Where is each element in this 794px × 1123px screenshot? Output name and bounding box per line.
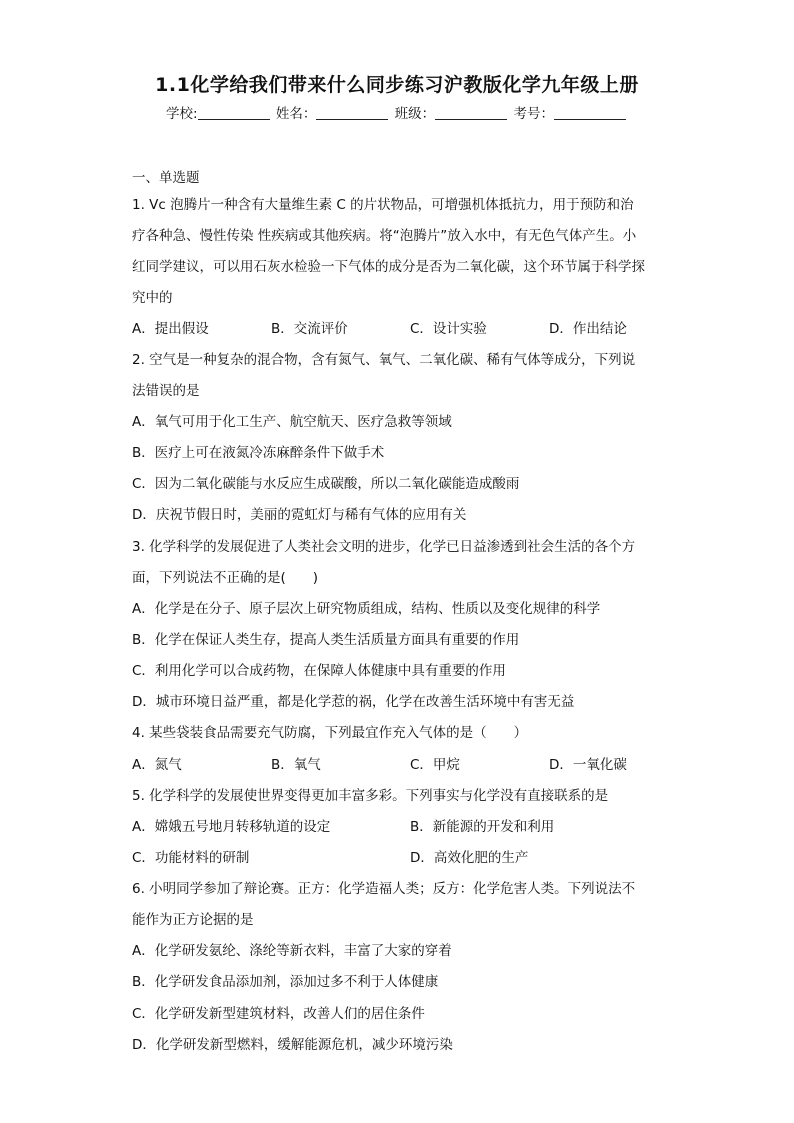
question-2-option-b[interactable]: B．医疗上可在液氮冷冻麻醉条件下做手术: [132, 445, 385, 461]
question-1-option-c[interactable]: C．设计实验: [410, 321, 487, 337]
question-4-option-c[interactable]: C．甲烷: [410, 757, 460, 773]
exam-number-label: 考号：: [513, 106, 554, 122]
question-1-line-1: 1. Vc 泡腾片一种含有大量维生素 C 的片状物品，可增强机体抵抗力，用于预防和治: [132, 197, 634, 213]
question-1-line-4: 究中的: [132, 290, 173, 306]
name-label: 姓名：: [275, 106, 317, 122]
question-1-option-b[interactable]: B．交流评价: [271, 321, 348, 337]
question-2-option-a[interactable]: A．氧气可用于化工生产、航空航天、医疗急救等领域: [132, 414, 452, 430]
question-5-option-b[interactable]: B．新能源的开发和利用: [410, 819, 555, 835]
question-2-line-2: 法错误的是: [132, 383, 200, 399]
student-info-row: [0, 102, 794, 122]
question-3-option-b[interactable]: B．化学在保证人类生存，提高人类生活质量方面具有重要的作用: [132, 632, 520, 648]
exam-number-blank[interactable]: [554, 105, 626, 120]
question-6-option-a[interactable]: A．化学研发氨纶、涤纶等新衣料，丰富了大家的穿着: [132, 943, 452, 959]
question-4-line-1: 4. 某些袋装食品需要充气防腐，下列最宜作充入气体的是（ ）: [132, 725, 528, 741]
question-2-option-d[interactable]: D．庆祝节假日时，美丽的霓虹灯与稀有气体的应用有关: [132, 507, 467, 523]
question-6-option-b[interactable]: B．化学研发食品添加剂，添加过多不利于人体健康: [132, 974, 439, 990]
page-title: 1.1化学给我们带来什么同步练习沪教版化学九年级上册: [155, 74, 639, 96]
question-3-line-2: 面，下列说法不正确的是( ): [132, 570, 319, 586]
question-3-line-1: 3. 化学科学的发展促进了人类社会文明的进步，化学已日益渗透到社会生活的各个方: [132, 539, 636, 555]
class-blank[interactable]: [435, 105, 507, 120]
question-5-line-1: 5. 化学科学的发展使世界变得更加丰富多彩。下列事实与化学没有直接联系的是: [132, 788, 609, 804]
question-3-option-d[interactable]: D．城市环境日益严重，都是化学惹的祸，化学在改善生活环境中有害无益: [132, 694, 575, 710]
question-1-line-2: 疗各种急、慢性传染 性疾病或其他疾病。将“泡腾片”放入水中，有无色气体产生。小: [132, 228, 637, 244]
question-1-option-d[interactable]: D．作出结论: [549, 321, 627, 337]
school-label: 学校:: [166, 106, 198, 122]
school-blank[interactable]: [198, 105, 270, 120]
question-4-option-d[interactable]: D．一氧化碳: [549, 757, 627, 773]
question-2-line-1: 2. 空气是一种复杂的混合物，含有氮气、氧气、二氧化碳、稀有气体等成分，下列说: [132, 352, 636, 368]
question-3-option-c[interactable]: C．利用化学可以合成药物，在保障人体健康中具有重要的作用: [132, 663, 506, 679]
question-5-option-a[interactable]: A．嫦娥五号地月转移轨道的设定: [132, 819, 331, 835]
class-label: 班级：: [394, 106, 436, 122]
question-4-option-b[interactable]: B．氧气: [271, 757, 321, 773]
section-heading: 一、单选题: [132, 170, 200, 186]
question-6-option-c[interactable]: C．化学研发新型建筑材料，改善人们的居住条件: [132, 1006, 425, 1022]
question-1-option-a[interactable]: A．提出假设: [132, 321, 209, 337]
question-1-line-3: 红同学建议，可以用石灰水检验一下气体的成分是否为二氧化碳，这个环节属于科学探: [132, 259, 645, 275]
question-6-line-2: 能作为正方论据的是: [132, 912, 254, 928]
question-5-option-d[interactable]: D．高效化肥的生产: [410, 850, 529, 866]
question-2-option-c[interactable]: C．因为二氧化碳能与水反应生成碳酸，所以二氧化碳能造成酸雨: [132, 476, 520, 492]
question-6-option-d[interactable]: D．化学研发新型燃料，缓解能源危机，减少环境污染: [132, 1037, 453, 1053]
question-3-option-a[interactable]: A．化学是在分子、原子层次上研究物质组成，结构、性质以及变化规律的科学: [132, 601, 601, 617]
question-6-line-1: 6. 小明同学参加了辩论赛。正方：化学造福人类；反方：化学危害人类。下列说法不: [132, 881, 636, 897]
name-blank[interactable]: [316, 105, 388, 120]
question-4-option-a[interactable]: A．氮气: [132, 757, 182, 773]
question-5-option-c[interactable]: C．功能材料的研制: [132, 850, 250, 866]
